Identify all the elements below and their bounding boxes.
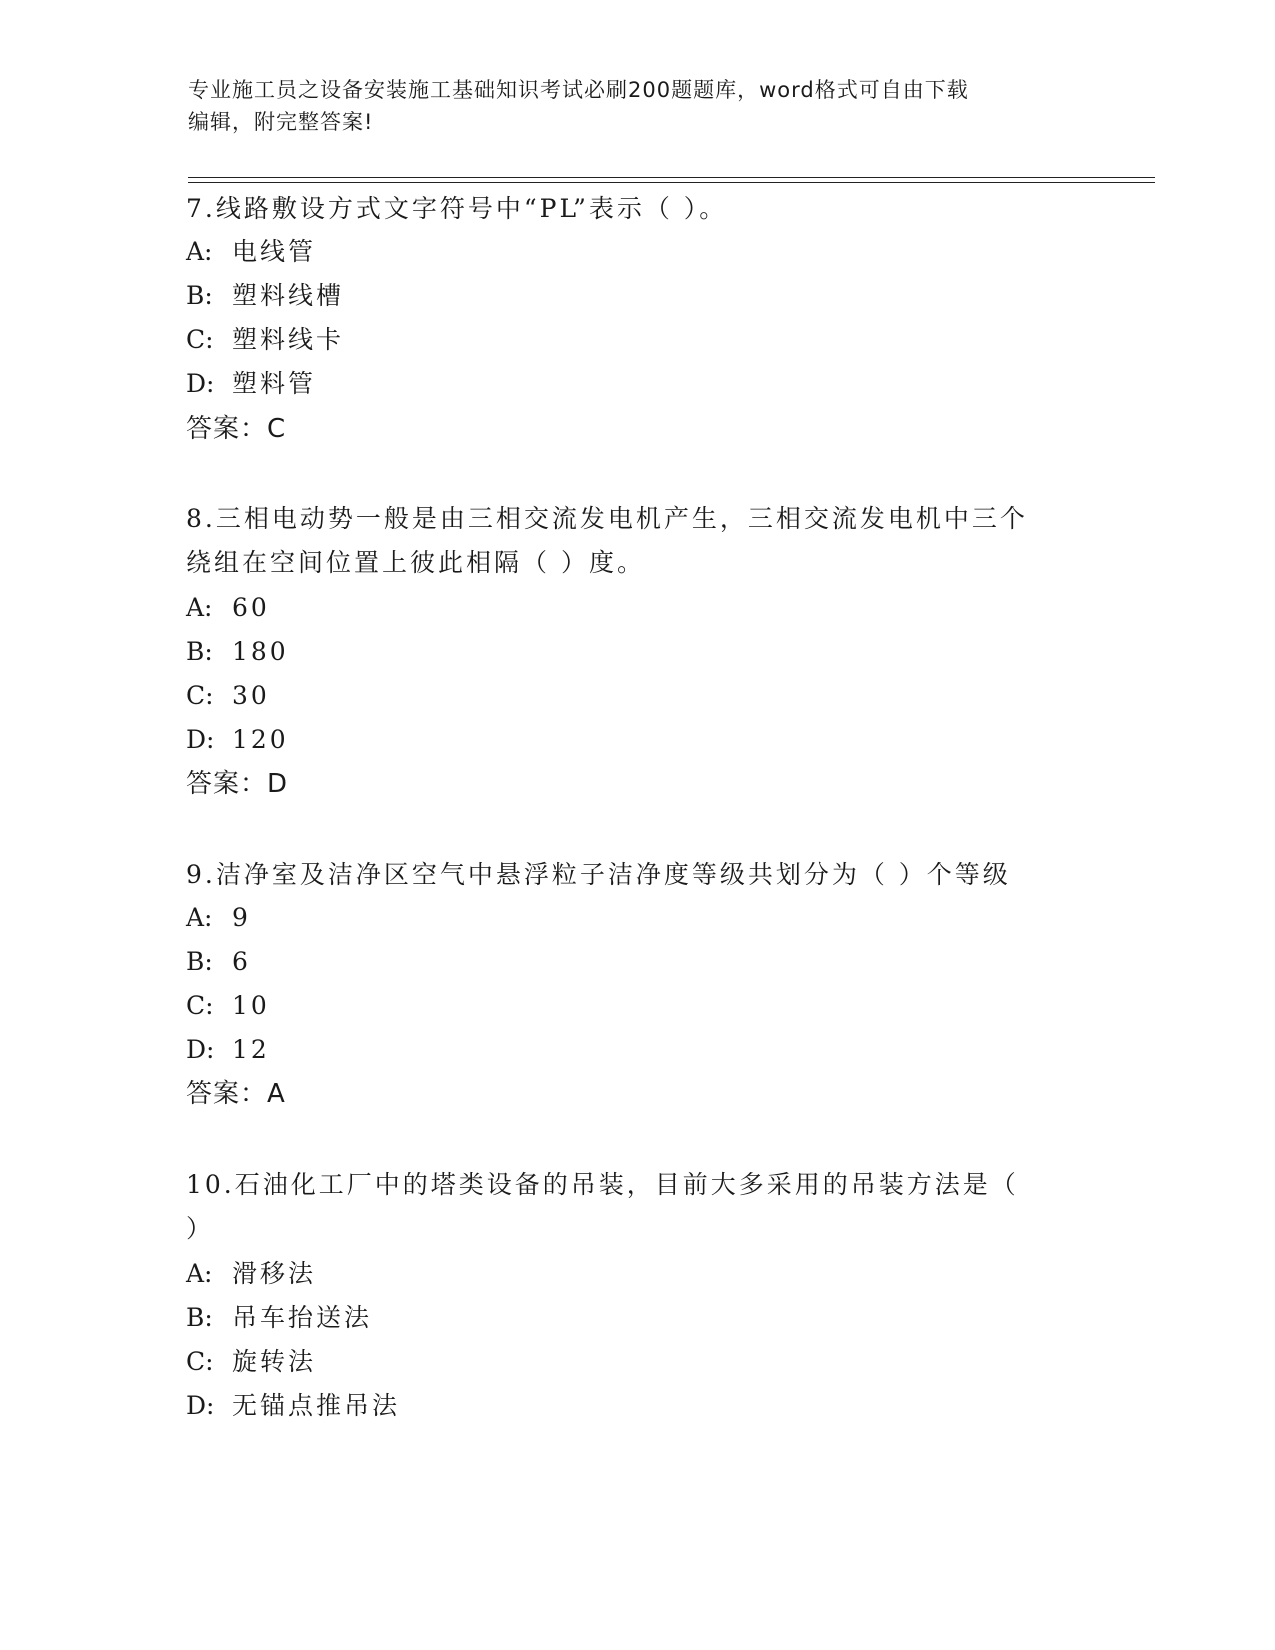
question-10-option-a [186,1258,316,1290]
option-key: C: [186,325,214,354]
option-key: C: [186,1347,214,1376]
question-8-text-line-1: 8.三相电动势一般是由三相交流发电机产生，三相交流发电机中三个 [186,504,1028,533]
option-key: D: [186,1391,215,1420]
question-7-option-a [186,236,316,268]
option-key: A: [186,593,213,622]
question-9-option-d [186,1034,270,1066]
question-7-answer: 答案：C [186,414,287,444]
option-value: 60 [232,593,270,622]
header-divider-bottom [188,182,1155,183]
document-header [188,74,1088,138]
option-key: B: [186,637,213,666]
option-key: B: [186,281,213,310]
option-value: 塑料线槽 [232,281,345,310]
option-key: D: [186,1035,215,1064]
option-value: 滑移法 [232,1259,317,1288]
option-key: D: [186,369,215,398]
option-key: A: [186,237,213,266]
question-8-option-c [186,680,270,712]
option-key: A: [186,1259,213,1288]
option-value: 电线管 [232,237,317,266]
question-7-text: 7.线路敷设方式文字符号中“PL”表示（ ）。 [186,194,728,223]
question-7-option-c [186,324,344,356]
option-value: 吊车抬送法 [232,1303,373,1332]
question-8-option-d [186,724,289,756]
question-9-option-a [186,902,251,934]
option-value: 30 [232,681,270,710]
option-value: 无锚点推吊法 [232,1391,401,1420]
option-value: 180 [232,637,289,666]
option-key: C: [186,991,214,1020]
question-10-option-d [186,1390,400,1422]
question-9-option-b [186,946,251,978]
option-key: A: [186,903,213,932]
option-value: 9 [232,903,251,932]
option-value: 塑料管 [232,369,317,398]
question-10-text-line-1: 10.石油化工厂中的塔类设备的吊装，目前大多采用的吊装方法是（ [186,1170,1019,1199]
header-line-2: 编辑，附完整答案! [188,110,374,134]
option-value: 10 [232,991,270,1020]
question-9-text: 9.洁净室及洁净区空气中悬浮粒子洁净度等级共划分为（ ）个等级 [186,860,1011,889]
question-9-answer: 答案：A [186,1079,286,1109]
question-7-option-d [186,368,316,400]
question-8-option-a [186,592,270,624]
question-10-option-c [186,1346,316,1378]
option-value: 12 [232,1035,270,1064]
option-key: C: [186,681,214,710]
header-line-1: 专业施工员之设备安装施工基础知识考试必刷200题题库，word格式可自由下载 [188,78,969,102]
question-9-option-c [186,990,270,1022]
option-value: 120 [232,725,289,754]
question-7-option-b [186,280,344,312]
option-key: B: [186,1303,213,1332]
option-key: B: [186,947,213,976]
option-value: 6 [232,947,251,976]
option-key: D: [186,725,215,754]
question-8-text-line-2: 绕组在空间位置上彼此相隔（ ）度。 [186,548,645,577]
question-8-option-b [186,636,289,668]
question-8-answer: 答案：D [186,769,289,799]
option-value: 旋转法 [232,1347,317,1376]
question-10-text-line-2: ） [186,1214,215,1243]
question-10-option-b [186,1302,372,1334]
header-divider-top [188,177,1155,178]
option-value: 塑料线卡 [232,325,345,354]
